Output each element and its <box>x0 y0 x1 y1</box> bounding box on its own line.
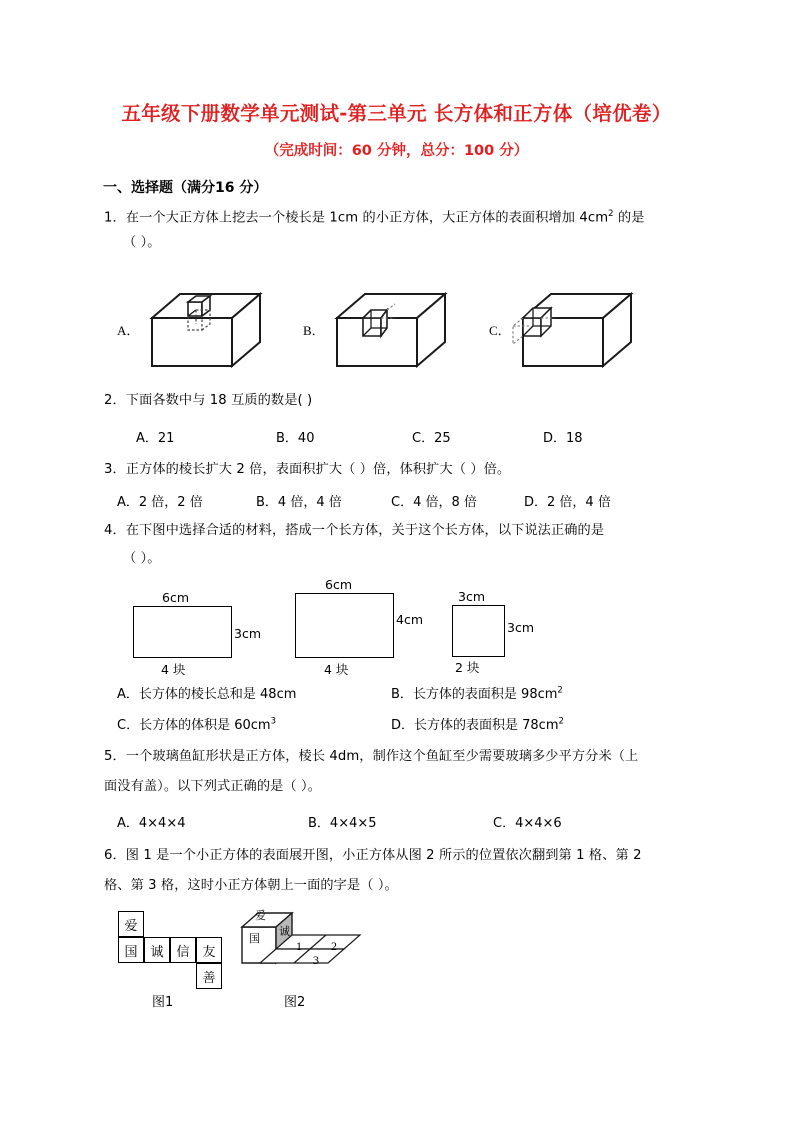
question-4-option-a-text: A．长方体的棱长总和是 48cm <box>117 687 297 702</box>
net-cell-5: 善 <box>196 963 222 989</box>
question-2-option-a: A．21 <box>136 431 175 446</box>
material-1-top-label: 6cm <box>162 590 190 605</box>
net-cell-4: 友 <box>196 937 222 963</box>
grid-cell-1-label: 1 <box>296 939 302 953</box>
grid-cell-3-label: 3 <box>313 953 319 967</box>
question-5-line-2: 面没有盖）。以下列式正确的是（ ）。 <box>104 779 321 794</box>
question-3-option-d: D．2 倍，4 倍 <box>524 495 611 510</box>
question-5-option-c: C．4×4×6 <box>493 816 562 831</box>
material-3-top-label: 3cm <box>458 589 486 604</box>
net-cell-2: 诚 <box>144 937 170 963</box>
question-1-text-tail: 的是 <box>613 210 645 226</box>
question-6-line-2: 格、第 3 格，这时小正方体朝上一面的字是（ ）。 <box>104 878 398 893</box>
material-2-count-label: 4 块 <box>324 662 349 677</box>
question-3-option-b: B．4 倍，4 倍 <box>256 495 342 510</box>
cube-figure-option-a <box>140 272 275 372</box>
cube-figure-option-b <box>325 272 460 372</box>
question-1-option-c-label: C． <box>489 323 511 338</box>
question-4-option-c <box>117 714 276 733</box>
question-4-option-d <box>391 714 564 733</box>
net-cell-3: 信 <box>170 937 196 963</box>
question-4-line-2: （ ）。 <box>123 551 161 566</box>
material-1-count-label: 4 块 <box>161 662 186 677</box>
figure-2-caption: 图2 <box>284 995 306 1010</box>
question-6-line-1: 6．图 1 是一个小正方体的表面展开图，小正方体从图 2 所示的位置依次翻到第 1 格、第 2 <box>104 848 642 863</box>
question-1-option-a-label: A． <box>117 323 140 338</box>
question-4-option-c-sup: 3 <box>270 716 276 727</box>
material-1-rect <box>133 606 232 658</box>
material-2-side-label: 4cm <box>396 612 424 627</box>
question-1-line-1 <box>104 206 645 226</box>
question-4-option-c-text: C．长方体的体积是 60cm <box>117 718 271 733</box>
question-4-option-d-text: D．长方体的表面积是 78cm <box>391 718 559 733</box>
question-5-option-b: B．4×4×5 <box>308 816 377 831</box>
question-5-option-a: A．4×4×4 <box>117 816 186 831</box>
cube-top-face-char: 爱 <box>255 909 266 922</box>
question-4-option-d-sup: 2 <box>558 716 564 727</box>
cube-figure-option-c <box>511 272 646 372</box>
question-4-option-a <box>117 683 296 702</box>
material-3-count-label: 2 块 <box>455 660 480 675</box>
section-heading-choice: 一、选择题（满分16 分） <box>103 180 268 196</box>
question-2-text: 2．下面各数中与 18 互质的数是( ) <box>104 393 313 408</box>
material-1-side-label: 3cm <box>234 626 262 641</box>
question-3-option-c: C．4 倍，8 倍 <box>391 495 477 510</box>
question-3-option-a: A．2 倍，2 倍 <box>117 495 203 510</box>
question-5-line-1: 5．一个玻璃鱼缸形状是正方体，棱长 4dm，制作这个鱼缸至少需要玻璃多少平方分米（上 <box>104 749 639 764</box>
question-1-text: 1．在一个大正方体上挖去一个棱长是 1cm 的小正方体，大正方体的表面积增加 4cm <box>104 210 609 226</box>
question-1-unit-exponent: 2 <box>608 209 614 219</box>
page-subtitle: （完成时间：60 分钟，总分：100 分） <box>264 143 529 159</box>
question-4-option-b-sup: 2 <box>557 685 563 696</box>
question-4-option-b-text: B．长方体的表面积是 98cm <box>391 687 558 702</box>
material-2-rect <box>295 593 394 658</box>
question-1-option-b-label: B． <box>303 323 325 338</box>
figure-1-caption: 图1 <box>152 995 174 1010</box>
question-2-option-c: C．25 <box>412 431 451 446</box>
material-3-rect <box>452 605 505 657</box>
material-3-side-label: 3cm <box>507 620 535 635</box>
cube-front-face-char: 国 <box>249 932 260 945</box>
question-1-line-2: （ ）。 <box>123 235 161 250</box>
question-4-line-1: 4．在下图中选择合适的材料，搭成一个长方体，关于这个长方体，以下说法正确的是 <box>104 523 605 538</box>
net-cell-1: 国 <box>118 937 144 963</box>
net-cell-0: 爱 <box>118 911 144 937</box>
grid-cell-2-label: 2 <box>331 939 337 953</box>
page-title: 五年级下册数学单元测试-第三单元 长方体和正方体（培优卷） <box>121 102 672 125</box>
question-3-text: 3．正方体的棱长扩大 2 倍，表面积扩大（ ）倍，体积扩大（ ）倍。 <box>104 462 511 477</box>
question-2-option-b: B．40 <box>276 431 315 446</box>
question-4-option-b <box>391 683 563 702</box>
question-2-option-d: D．18 <box>543 431 583 446</box>
cube-right-face-char: 诚 <box>279 925 290 938</box>
material-2-top-label: 6cm <box>325 577 353 592</box>
